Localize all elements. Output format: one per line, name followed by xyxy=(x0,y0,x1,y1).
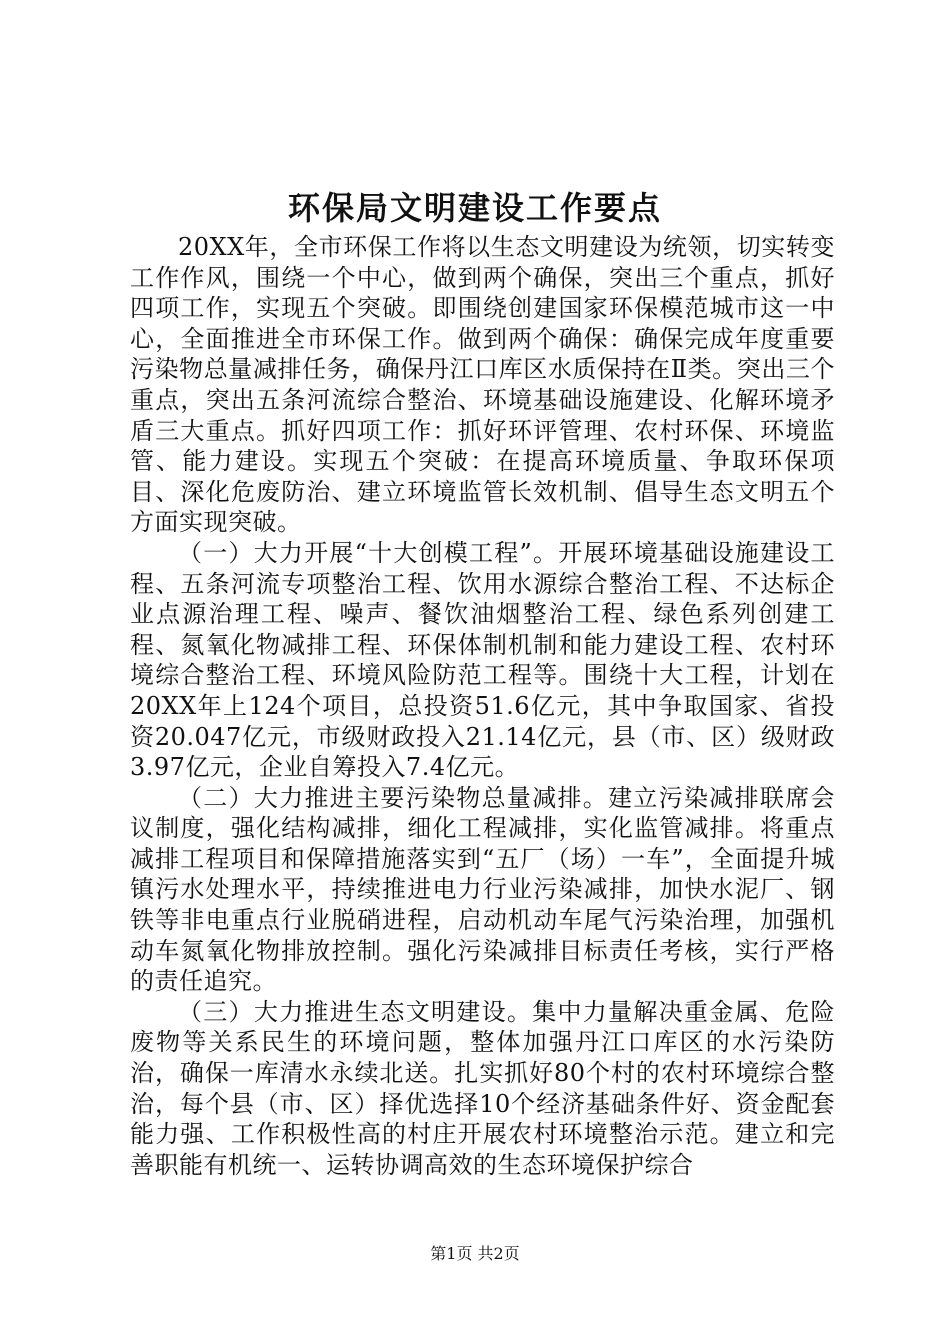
paragraph-section-1: （一）大力开展“十大创模工程”。开展环境基础设施建设工程、五条河流专项整治工程、饮用水源综合整治工程、不达标企业点源治理工程、噪声、餐饮油烟整治工程、绿色系列创建工程、氮氧化物减排工程、环保体制机制和能力建设工程、农村环境综合整治工程、环境风险防范工程等。围绕十大工程，计划在20XX年上124个项目，总投资51.6亿元，其中争取国家、省投资20.047亿元，市级财政投入21.14亿元，县（市、区）级财政3.97亿元，企业自筹投入7.4亿元。 xyxy=(130,538,835,782)
document-body xyxy=(130,232,835,1180)
paragraph-intro: 20XX年，全市环保工作将以生态文明建设为统领，切实转变工作作风，围绕一个中心，做到两个确保，突出三个重点，抓好四项工作，实现五个突破。即围绕创建国家环保模范城市这一中心，全面推进全市环保工作。做到两个确保：确保完成年度重要污染物总量减排任务，确保丹江口库区水质保持在Ⅱ类。突出三个重点，突出五条河流综合整治、环境基础设施建设、化解环境矛盾三大重点。抓好四项工作：抓好环评管理、农村环保、环境监管、能力建设。实现五个突破：在提高环境质量、争取环保项目、深化危废防治、建立环境监管长效机制、倡导生态文明五个方面实现突破。 xyxy=(130,233,835,537)
paragraph-section-2: （二）大力推进主要污染物总量减排。建立污染减排联席会议制度，强化结构减排，细化工程减排，实化监管减排。将重点减排工程项目和保障措施落实到“五厂（场）一车”，全面提升城镇污水处理水平，持续推进电力行业污染减排，加快水泥厂、钢铁等非电重点行业脱硝进程，启动机动车尾气污染治理，加强机动车氮氧化物排放控制。强化污染减排目标责任考核，实行严格的责任追究。 xyxy=(130,783,835,996)
page-title: 环保局文明建设工作要点 xyxy=(287,189,662,227)
paragraph-section-3: （三）大力推进生态文明建设。集中力量解决重金属、危险废物等关系民生的环境问题，整体加强丹江口库区的水污染防治，确保一库清水永续北送。扎实抓好80个村的农村环境综合整治，每个县（市、区）择优选择10个经济基础条件好、资金配套能力强、工作积极性高的村庄开展农村环境整治示范。建立和完善职能有机统一、运转协调高效的生态环境保护综合 xyxy=(130,997,835,1179)
page-number-footer: 第1页 共2页 xyxy=(430,1244,520,1263)
